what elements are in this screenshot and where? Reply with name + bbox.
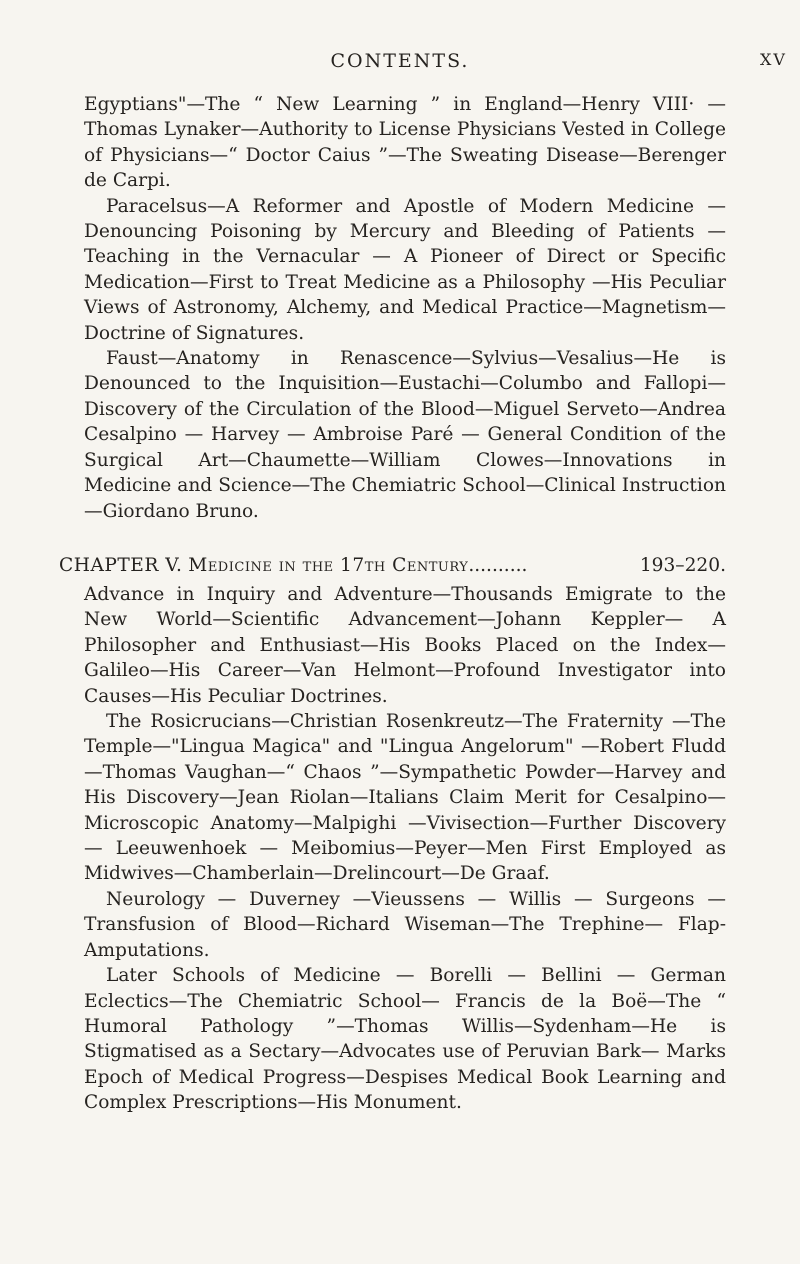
chapter-page-range: 193–220. bbox=[634, 553, 726, 579]
chapter-label: CHAPTER V. bbox=[59, 555, 183, 576]
page-title: CONTENTS. bbox=[330, 50, 470, 72]
continuation-paragraph: Faust—Anatomy in Renascence—Sylvius—Vesalius—He is Denounced to the Inquisition—Eustachi—Columbo and Fallopi—Discovery of the Circulation of the Blood—Miguel Serveto—Andrea Cesalpino — Harvey — Ambroise Paré — General Condition of the Surgical Art—Chaumette—William Clowes—Innovations in Medicine and Science—The Chemiatric School—Clinical Instruction—Giordano Bruno. bbox=[84, 348, 726, 522]
leader-dots: .......... bbox=[468, 555, 528, 576]
continuation-paragraph: Egyptians"—The “ New Learning ” in England—Henry VIII· —Thomas Lynaker—Authority to License Physicians Vested in College of Physicians—“ Doctor Caius ”—The Sweating Disease—Berenger de Carpi. bbox=[84, 94, 726, 192]
page-header bbox=[0, 50, 800, 80]
chapter-contents bbox=[84, 582, 726, 1116]
continuation-paragraph: Paracelsus—A Reformer and Apostle of Modern Medicine —Denouncing Poisoning by Mercury and Bleeding of Patients —Teaching in the Vernacular — A Pioneer of Direct or Specific Medication—First to Treat Medicine as a Philosophy —His Peculiar Views of Astronomy, Alchemy, and Medical Practice—Magnetism—Doctrine of Signatures. bbox=[84, 195, 726, 344]
chapter-paragraph: The Rosicrucians—Christian Rosenkreutz—The Fraternity —The Temple—"Lingua Magica" and "Lingua Angelorum" —Robert Fludd—Thomas Vaughan—“ Chaos ”—Sympathetic Powder—Harvey and His Discovery—Jean Riolan—Italians Claim Merit for Cesalpino—Microscopic Anatomy—Malpighi —Vivisection—Further Discovery — Leeuwenhoek — Meibomius—Peyer—Men First Employed as Midwives—Chamberlain—Drelincourt—De Graaf. bbox=[84, 711, 726, 885]
chapter-heading bbox=[59, 553, 726, 579]
chapter-title: Medicine in the 17th Century bbox=[188, 555, 469, 576]
page-number: XV bbox=[760, 50, 787, 69]
continuation-block bbox=[84, 92, 726, 524]
chapter-paragraph: Advance in Inquiry and Adventure—Thousands Emigrate to the New World—Scientific Advancement—Johann Keppler— A Philosopher and Enthusiast—His Books Placed on the Index—Galileo—His Career—Van Helmont—Profound Investigator into Causes—His Peculiar Doctrines. bbox=[84, 584, 726, 707]
chapter-paragraph: Later Schools of Medicine — Borelli — Bellini — German Eclectics—The Chemiatric School— Francis de la Boë—The “ Humoral Pathology ”—Thomas Willis—Sydenham—He is Stigmatised as a Sectary—Advocates use of Peruvian Bark— Marks Epoch of Medical Progress—Despises Medical Book Learning and Complex Prescriptions—His Monument. bbox=[84, 965, 726, 1114]
chapter-paragraph: Neurology — Duverney —Vieussens — Willis — Surgeons — Transfusion of Blood—Richard Wiseman—The Trephine— Flap-Amputations. bbox=[84, 888, 726, 961]
